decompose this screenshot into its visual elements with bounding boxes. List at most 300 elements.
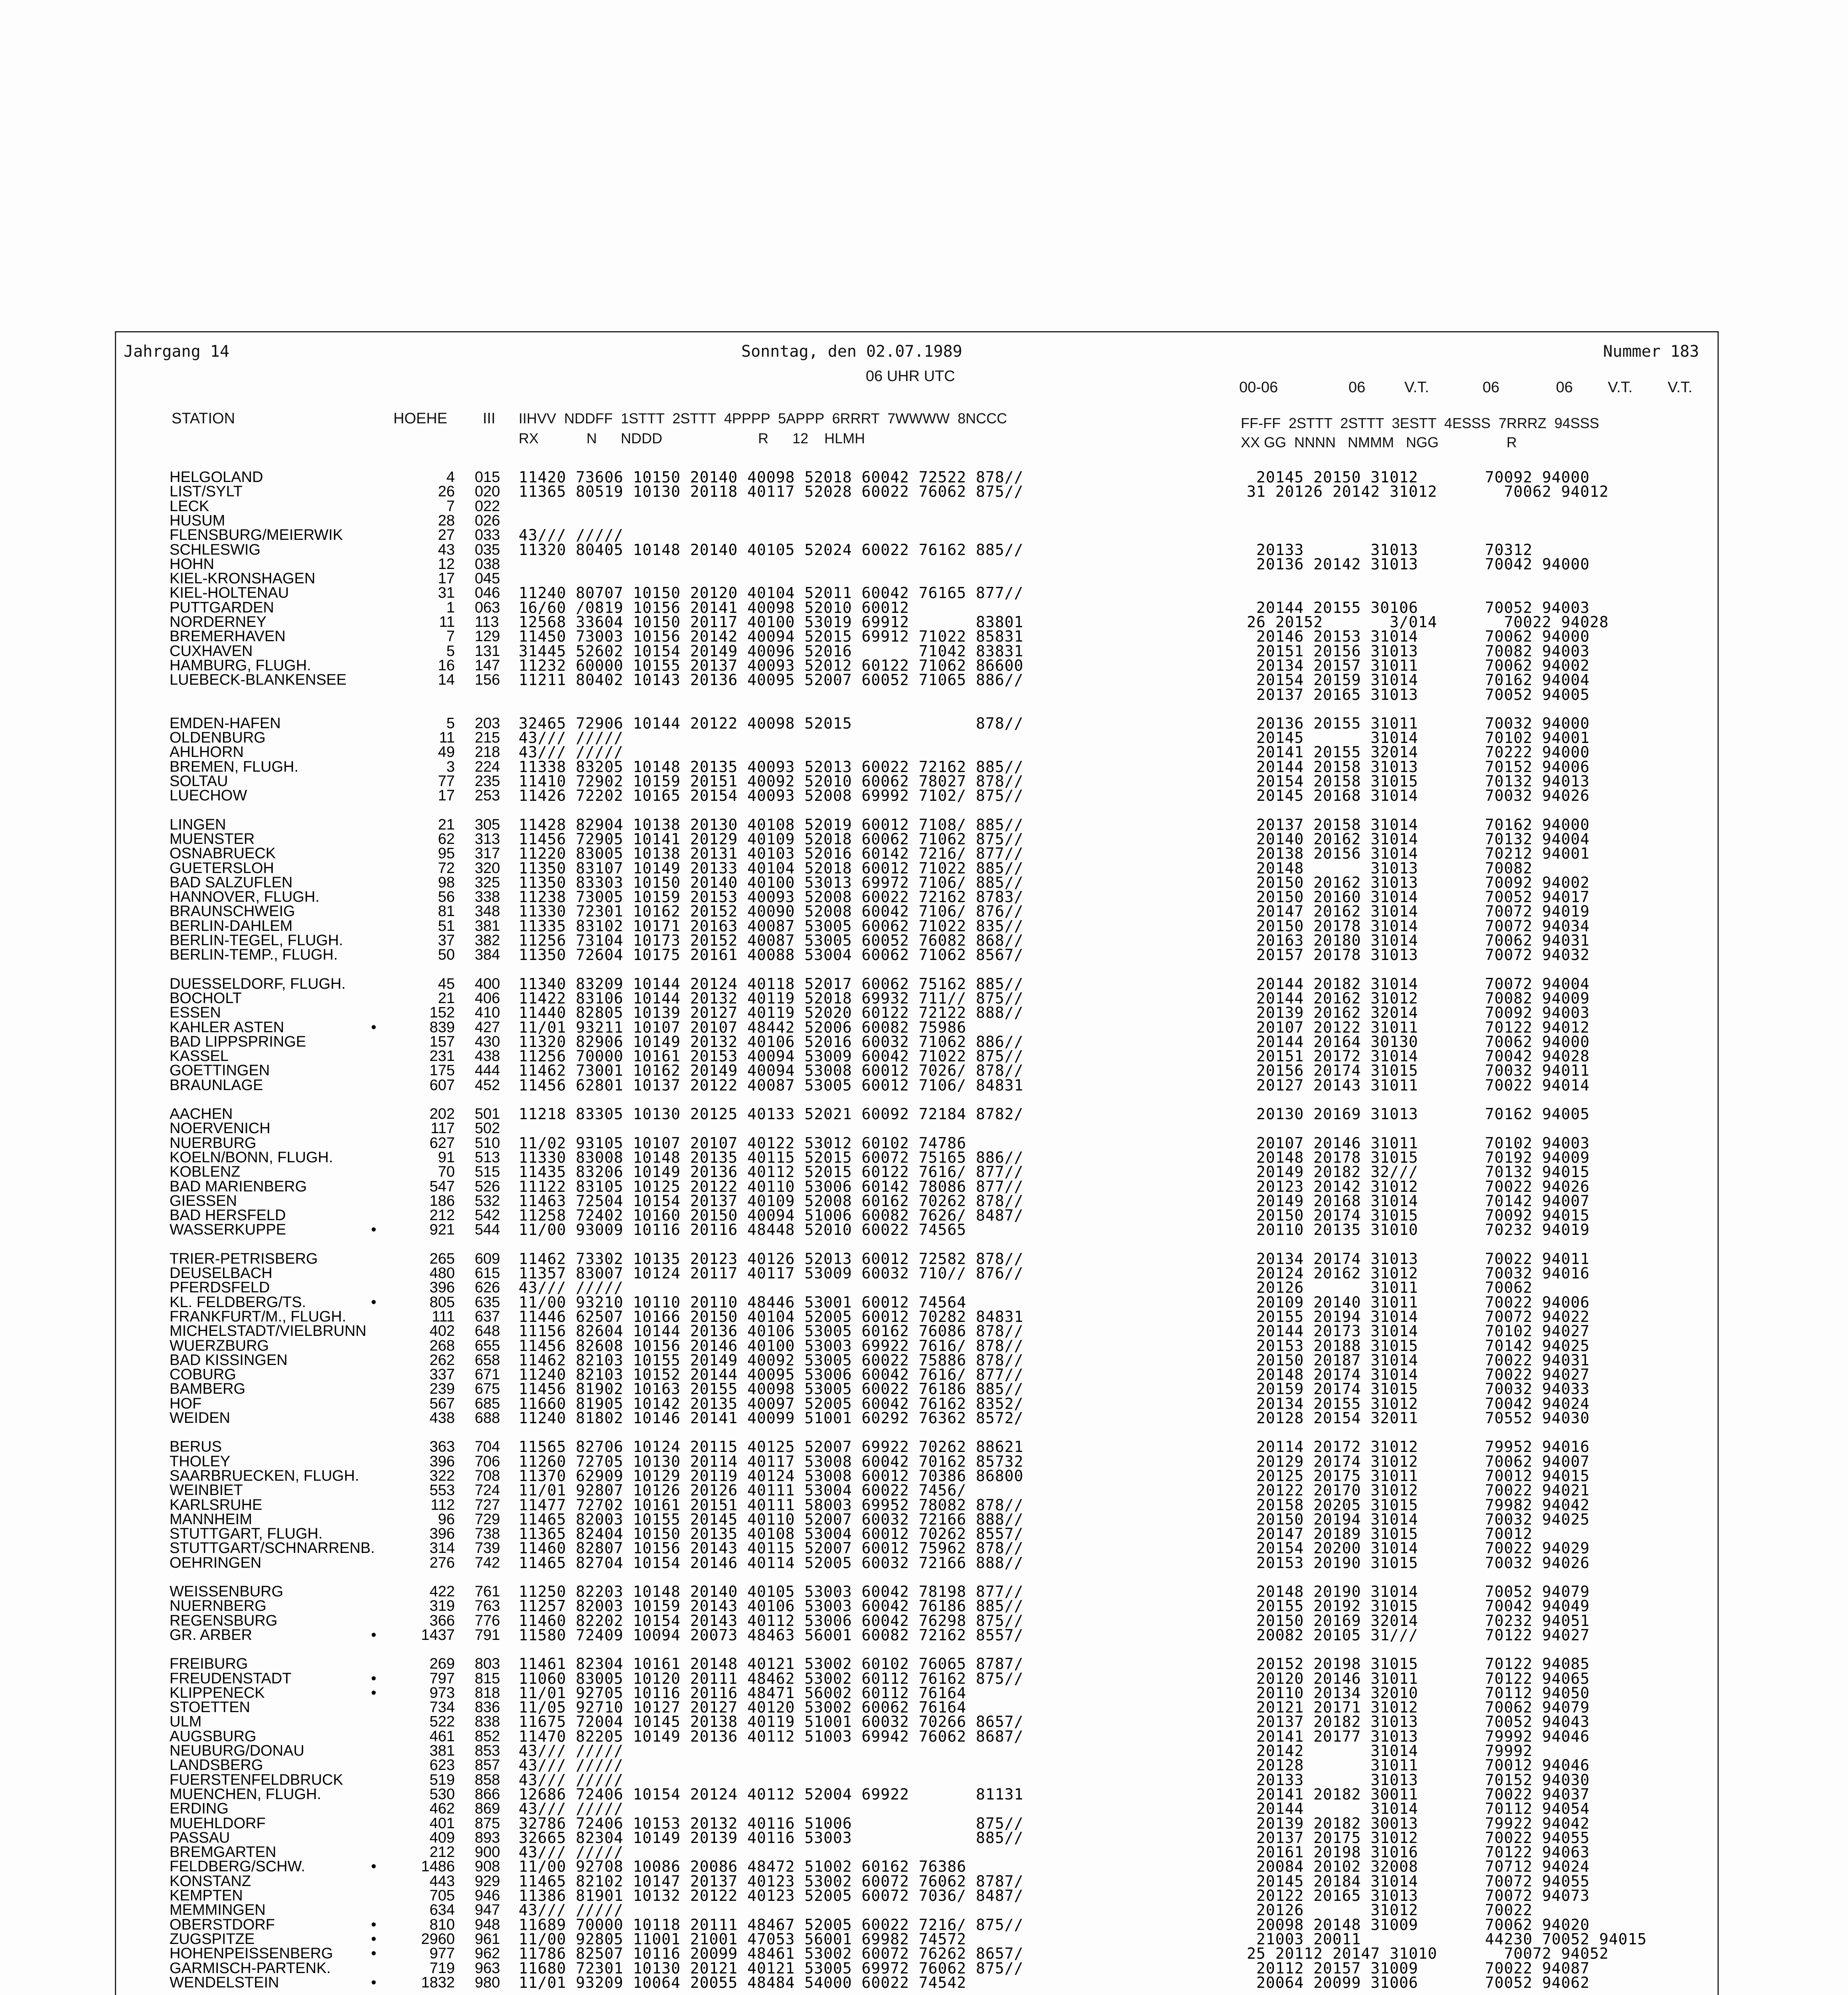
station-hoehe: 7 — [446, 628, 455, 645]
synop-data: 11340 83209 10144 20124 40118 52017 60062 75162 885// — [519, 975, 1024, 993]
extra-groups: 20147 20162 31014 70072 94019 — [1247, 903, 1590, 920]
station-hoehe: 805 — [429, 1294, 455, 1311]
right-group-vt-b: V.T. — [1608, 379, 1633, 396]
col-left-line2: RX N NDDD R 12 HLMH — [519, 430, 865, 446]
station-iii: 838 — [475, 1713, 500, 1730]
station-name: KIEL-HOLTENAU — [170, 585, 289, 602]
station-hoehe: 117 — [430, 1120, 455, 1137]
station-iii: 866 — [475, 1786, 500, 1803]
extra-groups: 20147 20189 31015 70012 — [1247, 1525, 1533, 1543]
station-name: AUGSBURG — [170, 1728, 257, 1745]
station-hoehe: 186 — [429, 1192, 455, 1209]
station-name: FUERSTENFELDBRUCK — [170, 1771, 343, 1788]
extra-groups: 20150 20162 31013 70092 94002 — [1247, 873, 1590, 891]
extra-groups: 20139 20162 32014 70092 94003 — [1247, 1004, 1590, 1022]
station-iii: 706 — [475, 1453, 500, 1470]
jahrgang-label: Jahrgang 14 — [124, 342, 229, 361]
station-iii: 648 — [475, 1323, 500, 1340]
table-row — [0, 818, 1848, 832]
station-iii: 818 — [475, 1684, 500, 1701]
station-iii: 513 — [475, 1149, 500, 1166]
synop-data: 11462 82103 10155 20149 40092 53005 60022 75886 878// — [519, 1351, 1024, 1369]
synop-data: 11370 62909 10129 20119 40124 53008 60012 70386 86800 — [519, 1467, 1024, 1485]
bergstation-mark: • — [371, 1294, 377, 1311]
station-hoehe: 623 — [429, 1757, 455, 1774]
date-label: Sonntag, den 02.07.1989 — [741, 342, 962, 361]
station-iii: 962 — [475, 1945, 500, 1962]
station-iii: 637 — [475, 1308, 500, 1325]
station-iii: 438 — [475, 1048, 500, 1065]
station-hoehe: 28 — [438, 512, 455, 529]
table-row — [0, 1599, 1848, 1613]
station-name: BAMBERG — [170, 1381, 246, 1398]
station-iii: 963 — [475, 1959, 500, 1977]
synop-data: 11680 72301 10130 20121 40121 53005 69972 76062 875// — [519, 1959, 1024, 1977]
table-row — [0, 1671, 1848, 1686]
station-hoehe: 268 — [429, 1337, 455, 1354]
extra-groups: 20110 20135 31010 70232 94019 — [1247, 1221, 1590, 1239]
station-hoehe: 921 — [429, 1221, 455, 1238]
synop-data: 11440 82805 10139 20127 40119 52020 60122 72122 888// — [519, 1004, 1024, 1022]
table-row — [0, 1469, 1848, 1483]
table-row — [0, 1063, 1848, 1078]
extra-groups: 20155 20194 31014 70072 94022 — [1247, 1308, 1590, 1325]
synop-data: 11422 83106 10144 20132 40119 52018 69932 711// 875// — [519, 989, 1024, 1007]
table-row — [0, 1686, 1848, 1700]
extra-groups: 20098 20148 31009 70062 94020 — [1247, 1916, 1590, 1934]
table-row — [0, 1859, 1848, 1874]
station-hoehe: 62 — [438, 830, 455, 847]
station-name: NEUBURG/DONAU — [170, 1742, 304, 1759]
table-row — [0, 760, 1848, 774]
table-row — [0, 1150, 1848, 1165]
station-name: FLENSBURG/MEIERWIK — [170, 527, 343, 544]
obs-time-label: 06 UHR UTC — [866, 368, 955, 385]
table-row — [0, 919, 1848, 933]
synop-data: 11357 83007 10124 20117 40117 53009 60032 710// 876// — [519, 1264, 1024, 1282]
station-hoehe: 422 — [429, 1583, 455, 1600]
synop-data: 11456 72905 10141 20129 40109 52018 60062 71062 875// — [519, 830, 1024, 848]
col-iii: III — [483, 410, 496, 427]
table-row — [0, 514, 1848, 528]
station-name: OLDENBURG — [170, 729, 266, 747]
station-iii: 908 — [475, 1858, 500, 1875]
station-name: OBERSTDORF — [170, 1916, 275, 1933]
station-iii: 045 — [475, 570, 500, 587]
station-hoehe: 797 — [429, 1670, 455, 1687]
station-iii: 724 — [475, 1482, 500, 1499]
synop-data: 11/05 92710 10127 20127 40120 53002 60062 76164 — [519, 1699, 967, 1716]
station-name: GIESSEN — [170, 1192, 237, 1209]
station-name: HOF — [170, 1395, 202, 1412]
table-row — [0, 1512, 1848, 1527]
extra-groups: 20133 31013 70152 94030 — [1247, 1771, 1590, 1789]
station-iii: 452 — [475, 1077, 500, 1094]
station-name: AHLHORN — [170, 744, 244, 761]
synop-data: 32786 72406 10153 20132 40116 51006 875// — [519, 1814, 1024, 1832]
station-name: SAARBRUECKEN, FLUGH. — [170, 1467, 359, 1484]
station-iii: 338 — [475, 889, 500, 906]
extra-groups: 20149 20182 32/// 70132 94015 — [1247, 1163, 1590, 1181]
table-row — [0, 933, 1848, 948]
station-iii: 763 — [475, 1598, 500, 1615]
extra-groups: 20158 20205 31015 79982 94042 — [1247, 1496, 1590, 1514]
station-name: WEIDEN — [170, 1410, 230, 1426]
table-row — [0, 788, 1848, 803]
station-iii: 203 — [475, 715, 500, 732]
synop-data: 11/01 92807 10126 20126 40111 53004 60022 7456/ — [519, 1481, 967, 1499]
bergstation-mark: • — [371, 1916, 377, 1933]
synop-data: 11786 82507 10116 20099 48461 53002 60072 76262 8657/ — [519, 1945, 1024, 1963]
synop-data: 11250 82203 10148 20140 40105 53003 60042 78198 877// — [519, 1583, 1024, 1600]
station-name: DUESSELDORF, FLUGH. — [170, 975, 346, 992]
station-name: BERLIN-TEGEL, FLUGH. — [170, 932, 343, 949]
extra-groups: 20129 20174 31012 70062 94007 — [1247, 1452, 1590, 1470]
station-hoehe: 21 — [438, 816, 455, 833]
synop-data: 11460 82202 10154 20143 40112 53006 60042 76298 875// — [519, 1612, 1024, 1630]
synop-data: 11461 82304 10161 20148 40121 53002 60102 76065 8787/ — [519, 1655, 1024, 1673]
station-iii: 948 — [475, 1916, 500, 1933]
col-left-line1: IIHVV NDDFF 1STTT 2STTT 4PPPP 5APPP 6RRRT 7WWWW 8NCCC — [519, 410, 1007, 427]
station-name: KARLSRUHE — [170, 1496, 263, 1513]
station-name: BERUS — [170, 1438, 222, 1456]
synop-data: 11446 62507 10166 20150 40104 52005 60012 70282 84831 — [519, 1308, 1024, 1325]
synop-data: 11456 81902 10163 20155 40098 53005 60022 76186 885// — [519, 1380, 1024, 1398]
synop-data: 43/// ///// — [519, 1843, 624, 1861]
synop-data: 11122 83105 10125 20122 40110 53006 60142 78086 877// — [519, 1177, 1024, 1195]
station-iii: 658 — [475, 1351, 500, 1369]
right-group-vt-a: V.T. — [1404, 379, 1429, 396]
station-name: STOETTEN — [170, 1699, 250, 1716]
extra-groups: 20150 20169 32014 70232 94051 — [1247, 1612, 1590, 1630]
station-hoehe: 2960 — [421, 1930, 455, 1948]
table-row — [0, 1005, 1848, 1020]
station-iii: 381 — [475, 917, 500, 934]
table-row — [0, 1411, 1848, 1425]
table-row — [0, 1252, 1848, 1266]
station-iii: 224 — [475, 758, 500, 775]
extra-groups: 20150 20194 31014 70032 94025 — [1247, 1510, 1590, 1528]
station-iii: 615 — [475, 1265, 500, 1282]
table-row — [0, 1744, 1848, 1758]
station-hoehe: 396 — [429, 1453, 455, 1470]
extra-groups: 20124 20162 31012 70032 94016 — [1247, 1264, 1590, 1282]
station-iii: 430 — [475, 1033, 500, 1050]
extra-groups: 20134 20157 31011 70062 94002 — [1247, 656, 1590, 674]
station-iii: 739 — [475, 1540, 500, 1557]
table-row — [0, 1339, 1848, 1353]
station-hoehe: 530 — [429, 1786, 455, 1803]
station-hoehe: 112 — [430, 1496, 455, 1513]
station-name: HUSUM — [170, 512, 225, 529]
extra-groups: 20144 31014 70112 94054 — [1247, 1800, 1590, 1818]
station-iii: 305 — [475, 816, 500, 833]
extra-groups: 20144 20158 31013 70152 94006 — [1247, 758, 1590, 776]
synop-data: 11456 62801 10137 20122 40087 53005 60012 7106/ 84831 — [519, 1076, 1024, 1094]
station-name: FREUDENSTADT — [170, 1670, 292, 1687]
table-row — [0, 1903, 1848, 1917]
station-iii: 836 — [475, 1699, 500, 1716]
synop-data: 11460 82807 10156 20143 40115 52007 60012 75962 878// — [519, 1539, 1024, 1557]
synop-data: 43/// ///// — [519, 729, 624, 747]
station-name: REGENSBURG — [170, 1612, 278, 1629]
station-hoehe: 1437 — [421, 1626, 455, 1643]
table-row — [0, 1483, 1848, 1497]
station-name: OSNABRUECK — [170, 845, 276, 862]
table-row — [0, 1932, 1848, 1946]
station-hoehe: 438 — [429, 1410, 455, 1426]
station-hoehe: 49 — [438, 744, 455, 761]
extra-groups: 20127 20143 31011 70022 94014 — [1247, 1076, 1590, 1094]
bergstation-mark: • — [371, 1670, 377, 1687]
extra-groups: 20154 20158 31015 70132 94013 — [1247, 772, 1590, 790]
table-row — [0, 1107, 1848, 1121]
station-iii: 609 — [475, 1250, 500, 1267]
table-row — [0, 904, 1848, 918]
extra-groups: 20145 31014 70102 94001 — [1247, 729, 1590, 747]
extra-groups: 20155 20192 31015 70042 94049 — [1247, 1597, 1590, 1615]
station-iii: 853 — [475, 1742, 500, 1759]
station-hoehe: 3 — [446, 758, 455, 775]
extra-groups: 20141 20155 32014 70222 94000 — [1247, 743, 1590, 761]
station-name: STUTTGART/SCHNARRENB. — [170, 1540, 375, 1557]
station-hoehe: 337 — [429, 1366, 455, 1383]
synop-data: 11/01 93209 10064 20055 48484 54000 60022 74542 — [519, 1973, 967, 1991]
synop-data: 11350 72604 10175 20161 40088 53004 60062 71062 8567/ — [519, 946, 1024, 964]
station-name: KL. FELDBERG/TS. — [170, 1294, 306, 1311]
extra-groups: 20142 31014 79992 — [1247, 1742, 1533, 1760]
station-iii: 325 — [475, 874, 500, 891]
table-row — [0, 615, 1848, 629]
extra-groups: 20133 31013 70312 — [1247, 541, 1533, 559]
extra-groups: 20109 20140 31011 70022 94006 — [1247, 1293, 1590, 1311]
station-name: ZUGSPITZE — [170, 1930, 255, 1948]
synop-data: 11463 72504 10154 20137 40109 52008 60162 70262 878// — [519, 1192, 1024, 1210]
table-row — [0, 1845, 1848, 1859]
synop-data: 11428 82904 10138 20130 40108 52019 60012 7108/ 885// — [519, 816, 1024, 834]
table-row — [0, 1165, 1848, 1179]
bergstation-mark: • — [371, 1930, 377, 1948]
synop-data: 43/// ///// — [519, 1771, 624, 1789]
station-iii: 510 — [475, 1134, 500, 1152]
station-hoehe: 152 — [429, 1004, 455, 1021]
station-name: LANDSBERG — [170, 1757, 263, 1774]
table-row — [0, 1715, 1848, 1729]
synop-data: 11462 73302 10135 20123 40126 52013 60012 72582 878// — [519, 1250, 1024, 1268]
table-row — [0, 745, 1848, 759]
synop-data: 43/// ///// — [519, 1279, 624, 1297]
table-row — [0, 1121, 1848, 1136]
station-name: LECK — [170, 498, 209, 515]
station-hoehe: 4 — [446, 469, 455, 486]
extra-groups: 31 20126 20142 31012 70062 94012 — [1247, 483, 1609, 501]
table-row — [0, 1266, 1848, 1280]
extra-groups: 20157 20178 31013 70072 94032 — [1247, 946, 1590, 964]
table-row — [0, 600, 1848, 615]
table-row — [0, 1295, 1848, 1310]
table-row — [0, 890, 1848, 904]
synop-data: 31445 52602 10154 20149 40096 52016 71042 83831 — [519, 642, 1024, 660]
station-name: FREIBURG — [170, 1655, 248, 1673]
table-row — [0, 1280, 1848, 1295]
station-hoehe: 810 — [429, 1916, 455, 1933]
station-name: COBURG — [170, 1366, 236, 1383]
station-iii: 113 — [475, 614, 499, 630]
station-iii: 253 — [475, 787, 500, 804]
station-name: KAHLER ASTEN — [170, 1019, 284, 1036]
station-name: MANNHEIM — [170, 1511, 252, 1528]
synop-data: 11580 72409 10094 20073 48463 56001 60082 72162 8557/ — [519, 1626, 1024, 1644]
synop-data: 11365 82404 10150 20135 40108 53004 60012 70262 8557/ — [519, 1525, 1024, 1543]
station-hoehe: 51 — [438, 917, 455, 934]
synop-data: 11689 70000 10118 20111 48467 52005 60022 7216/ 875// — [519, 1916, 1024, 1934]
station-iii: 869 — [475, 1800, 500, 1817]
station-iii: 727 — [475, 1496, 500, 1513]
station-hoehe: 11 — [439, 729, 455, 747]
station-name: BAD MARIENBERG — [170, 1178, 307, 1195]
station-iii: 382 — [475, 932, 500, 949]
table-row — [0, 1367, 1848, 1382]
station-name: BAD HERSFELD — [170, 1207, 286, 1224]
bergstation-mark: • — [371, 1858, 377, 1875]
station-hoehe: 96 — [438, 1511, 455, 1528]
synop-data: 11420 73606 10150 20140 40098 52018 60042 72522 878// — [519, 468, 1024, 486]
col-station: STATION — [172, 410, 235, 427]
table-row — [0, 687, 1848, 702]
station-hoehe: 212 — [429, 1207, 455, 1224]
synop-data: 11330 72301 10162 20152 40090 52008 60042 7106/ 876// — [519, 903, 1024, 920]
station-iii: 026 — [475, 512, 500, 529]
station-iii: 313 — [475, 830, 500, 847]
station-iii: 131 — [475, 642, 500, 660]
station-name: LIST/SYLT — [170, 483, 243, 500]
extra-groups: 20153 20188 31015 70142 94025 — [1247, 1337, 1590, 1355]
extra-groups: 20145 20150 31012 70092 94000 — [1247, 468, 1590, 486]
bergstation-mark: • — [371, 1974, 377, 1991]
station-iii: 235 — [475, 773, 500, 790]
bergstation-mark: • — [371, 1684, 377, 1701]
synop-data: 16/60 /0819 10156 20141 40098 52010 60012 — [519, 598, 909, 616]
extra-groups: 20120 20146 31011 70122 94065 — [1247, 1669, 1590, 1687]
extra-groups: 20110 20134 32010 70112 94050 — [1247, 1684, 1590, 1702]
station-iii: 655 — [475, 1337, 500, 1354]
table-row — [0, 658, 1848, 673]
table-row — [0, 731, 1848, 745]
station-hoehe: 26 — [438, 483, 455, 500]
station-name: MUEHLDORF — [170, 1815, 266, 1832]
table-row — [0, 1888, 1848, 1903]
table-row — [0, 1758, 1848, 1772]
station-name: BOCHOLT — [170, 990, 242, 1007]
synop-data: 11/00 93210 10110 20110 48446 53001 60012 74564 — [519, 1293, 967, 1311]
right-group-06-b: 06 — [1483, 379, 1500, 396]
station-iii: 671 — [475, 1366, 500, 1383]
station-name: TRIER-PETRISBERG — [170, 1250, 318, 1267]
extra-groups: 20145 20184 31014 70072 94055 — [1247, 1872, 1590, 1890]
synop-data: 11320 82906 10149 20132 40106 52016 60032 71062 886// — [519, 1033, 1024, 1051]
right-group-00-06: 00-06 — [1239, 379, 1278, 396]
extra-groups: 20156 20174 31015 70032 94011 — [1247, 1062, 1590, 1080]
station-iii: 858 — [475, 1771, 500, 1788]
station-hoehe: 202 — [429, 1106, 455, 1122]
synop-data: 11465 82102 10147 20137 40123 53002 60072 76062 8787/ — [519, 1872, 1024, 1890]
table-row — [0, 1179, 1848, 1194]
station-name: CUXHAVEN — [170, 642, 253, 660]
extra-groups: 20154 20159 31014 70162 94004 — [1247, 671, 1590, 689]
station-iii: 875 — [475, 1815, 500, 1832]
station-hoehe: 175 — [429, 1062, 455, 1079]
synop-data: 11238 73005 10159 20153 40093 52008 60022 72162 8783/ — [519, 888, 1024, 906]
table-row — [0, 1078, 1848, 1092]
extra-groups: 20141 20182 30011 70022 94037 — [1247, 1785, 1590, 1803]
station-name: HOHN — [170, 555, 214, 573]
station-hoehe: 461 — [429, 1728, 455, 1745]
table-row — [0, 528, 1848, 542]
extra-groups: 20152 20198 31015 70122 94085 — [1247, 1655, 1590, 1673]
station-iii: 532 — [475, 1192, 500, 1209]
station-hoehe: 21 — [438, 990, 455, 1007]
station-iii: 708 — [475, 1467, 500, 1484]
station-name: THOLEY — [170, 1453, 231, 1470]
station-name: ERDING — [170, 1800, 229, 1817]
station-iii: 427 — [475, 1019, 500, 1036]
extra-groups: 20145 20168 31014 70032 94026 — [1247, 787, 1590, 805]
synop-data: 11350 83303 10150 20140 40100 53013 69972 7106/ 885// — [519, 873, 1024, 891]
extra-groups: 20082 20105 31/// 70122 94027 — [1247, 1626, 1590, 1644]
extra-groups: 20144 20182 31014 70072 94004 — [1247, 975, 1590, 993]
table-row — [0, 1440, 1848, 1454]
station-iii: 410 — [475, 1004, 500, 1021]
table-row — [0, 557, 1848, 571]
table-row — [0, 1700, 1848, 1715]
station-hoehe: 322 — [429, 1467, 455, 1484]
col-right-line1: FF-FF 2STTT 2STTT 3ESTT 4ESSS 7RRRZ 94SSS — [1241, 415, 1599, 431]
synop-data: 11220 83005 10138 20131 40103 52016 60142 7216/ 877// — [519, 845, 1024, 863]
station-name: WENDELSTEIN — [170, 1974, 279, 1991]
station-name: BERLIN-TEMP., FLUGH. — [170, 946, 338, 964]
station-iii: 742 — [475, 1554, 500, 1571]
synop-data: 11435 83206 10149 20136 40112 52015 60122 7616/ 877// — [519, 1163, 1024, 1181]
table-row — [0, 1353, 1848, 1367]
right-group-vt-c: V.T. — [1668, 379, 1692, 396]
station-hoehe: 14 — [438, 672, 455, 689]
extra-groups: 21003 20011 44230 70052 94015 — [1247, 1930, 1647, 1948]
station-name: FRANKFURT/M., FLUGH. — [170, 1308, 346, 1325]
extra-groups: 20151 20172 31014 70042 94028 — [1247, 1047, 1590, 1065]
station-name: LUECHOW — [170, 787, 247, 804]
station-hoehe: 77 — [438, 773, 455, 790]
station-hoehe: 31 — [438, 585, 455, 602]
table-row — [0, 1801, 1848, 1816]
extra-groups: 20136 20142 31013 70042 94000 — [1247, 555, 1590, 573]
extra-groups: 20140 20162 31014 70132 94004 — [1247, 830, 1590, 848]
table-row — [0, 1498, 1848, 1512]
synop-data: 11335 83102 10171 20163 40087 53005 60062 71022 835// — [519, 917, 1024, 935]
station-iii: 444 — [475, 1062, 500, 1079]
station-iii: 020 — [475, 483, 500, 500]
table-row — [0, 832, 1848, 846]
station-iii: 900 — [475, 1844, 500, 1861]
extra-groups: 20137 20158 31014 70162 94000 — [1247, 816, 1590, 834]
station-hoehe: 319 — [429, 1598, 455, 1615]
table-row — [0, 861, 1848, 875]
station-iii: 542 — [475, 1207, 500, 1224]
station-hoehe: 56 — [438, 889, 455, 906]
station-hoehe: 70 — [438, 1163, 455, 1181]
synop-data: 11465 82003 10155 20145 40110 52007 60032 72166 888// — [519, 1510, 1024, 1528]
table-row — [0, 1975, 1848, 1990]
synop-data: 43/// ///// — [519, 526, 624, 544]
